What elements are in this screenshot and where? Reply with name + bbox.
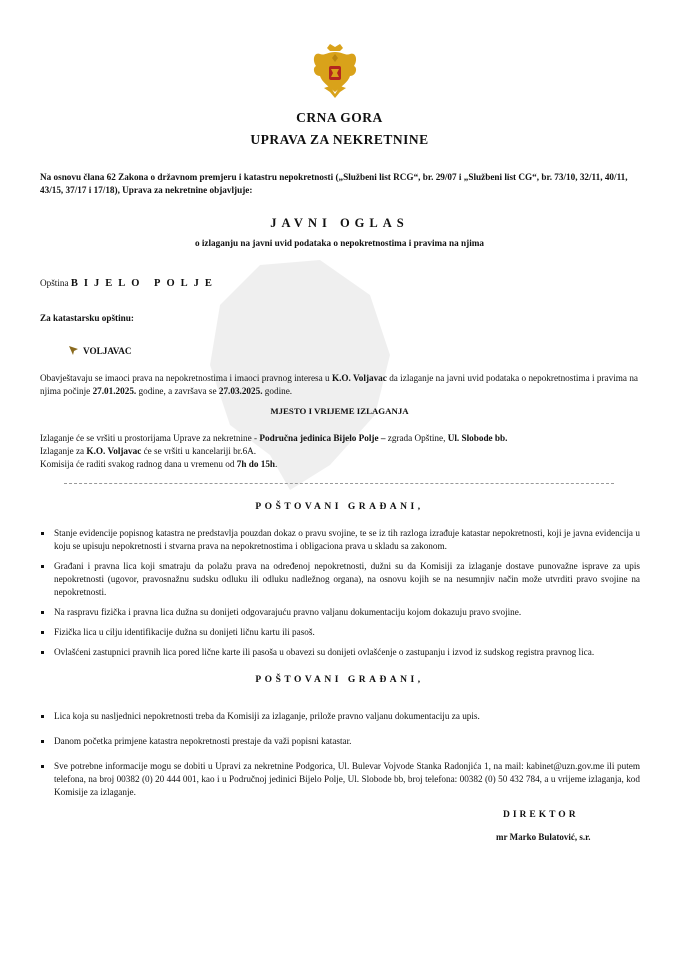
end-date: 27.03.2025. (218, 386, 263, 396)
list-item: Danom početka primjene katastra nepokretnosti prestaje da važi popisni katastar. (40, 735, 640, 748)
list-item: Građani i pravna lica koji smatraju da polažu prava na određenoj nepokretnosti, dužni su da Komisiji za izlaganje dostave punovažne isprave za upis nepokretnosti (ugovor, pravosnažnu sudsku odluku ili odluku nadležnog organa), na osnovu kojih se na nesumnjiv način može utvrditi pravo svojine na nepokretnosti. (40, 560, 640, 599)
info-list-1 (40, 527, 640, 659)
country-heading: CRNA GORA (296, 110, 383, 125)
notice-subtitle: o izlaganju na javni uvid podataka o nepokretnostima i pravima na njima (194, 238, 485, 248)
cadastral-name: VOLJAVAC (83, 345, 132, 356)
list-item: Sve potrebne informacije mogu se dobiti u Upravi za nekretnine Podgorica, Ul. Bulevar Vojvode Stanka Radonjića 1, na mail: kabinet@uzn.gov.me ili putem telefona, na broj 00382 (0) 20 444 001, kao i u Područnoj jedinici Bijelo Polje, Ul. Slobode bb, broj telefona: 00382 (0) 50 432 784, a u vrijeme izlaganja, kod Komisije za izlaganje. (40, 760, 640, 799)
legal-basis-paragraph: Na osnovu člana 62 Zakona o državnom premjeru i katastru nepokretnosti („Službeni list RCG“, br. 29/07 i „Službeni list CG“, br. 73/10, 32/11, 40/11, 43/15, 37/17 i 17/18), Uprava za nekretnine objavljuje: (40, 172, 628, 195)
notice-paragraph: Obavještavaju se imaoci prava na nepokretnostima i imaoci pravnog interesa u K.O. Voljavac da izlaganje na javni uvid podataka o nepokretnostima i pravima na njima počinje 27.01.2025. godine, a završava se 27.03.2025. godine. (40, 373, 638, 396)
list-item: Na raspravu fizička i pravna lica dužna su donijeti odgovarajuću pravno valjanu dokumentaciju kojom dokazuju pravo svojine. (40, 606, 640, 619)
coat-of-arms-icon (310, 42, 360, 100)
greeting-heading-2: POŠTOVANI GRAĐANI, (255, 675, 424, 685)
location-heading: MJESTO I VRIJEME IZLAGANJA (270, 406, 409, 416)
signature-name: mr Marko Bulatović, s.r. (496, 832, 591, 842)
signature-title: DIREKTOR (503, 810, 579, 820)
notice-title: JAVNI OGLAS (270, 216, 409, 230)
cadastral-municipality (68, 345, 132, 356)
greeting-heading-1: POŠTOVANI GRAĐANI, (255, 502, 424, 512)
location-line-3: Komisija će raditi svakog radnog dana u vremenu od 7h do 15h. (40, 459, 278, 469)
start-date: 27.01.2025. (92, 386, 137, 396)
location-line-1: Izlaganje će se vršiti u prostorijama Uprave za nekretnine - Područna jedinica Bijelo Polje – zgrada Opštine, Ul. Slobode bb. (40, 433, 508, 443)
list-item: Ovlašćeni zastupnici pravnih lica pored lične karte ili pasoša u obavezi su donijeti ovlašćenje o zastupanju i izvod iz sudskog registra pravnog lica. (40, 646, 640, 659)
location-line-2: Izlaganje za K.O. Voljavac će se vršiti u kancelariji br.6A. (40, 446, 257, 456)
list-item: Fizička lica u cilju identifikacije dužna su donijeti ličnu kartu ili pasoš. (40, 626, 640, 639)
info-list-2 (40, 710, 640, 799)
section-divider (64, 483, 614, 484)
list-item: Stanje evidencije popisnog katastra ne predstavlja pouzdan dokaz o pravu svojine, te se iz tih razloga izrađuje katastar nepokretnosti, koji je javna evidencija u koju se upisuju nepokretnosti i stvarna prava na nepokretnostima i obligaciona prava u skladu sa zakonom. (40, 527, 640, 553)
municipality-name: BIJELO POLJE (70, 278, 218, 289)
list-item: Lica koja su nasljednici nepokretnosti treba da Komisiji za izlaganje, prilože pravno valjanu dokumentaciju za upis. (40, 710, 640, 723)
cadastral-label: Za katastarsku opštinu: (40, 313, 134, 323)
municipality-label: Opština (40, 278, 69, 288)
authority-heading: UPRAVA ZA NEKRETNINE (250, 132, 429, 147)
municipality-line (40, 277, 218, 290)
pointer-icon (68, 345, 79, 356)
